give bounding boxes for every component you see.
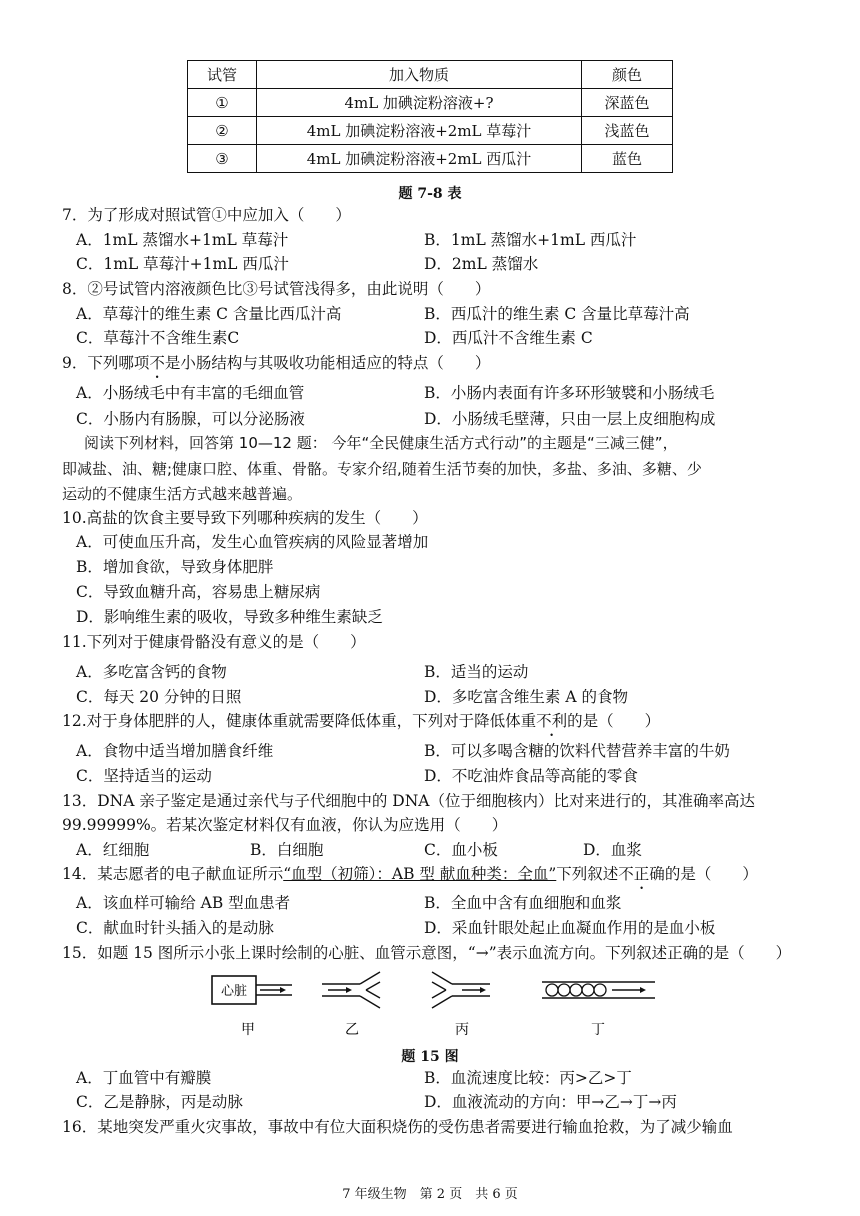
arrow-head <box>346 987 352 993</box>
table-cell: 4mL 加碘淀粉溶液+2mL 西瓜汁 <box>257 145 582 173</box>
q8-option-d: D．西瓜汁不含维生素 C <box>424 329 593 347</box>
q11-option-b: B．适当的运动 <box>424 663 529 681</box>
q12-stem-emphasis: 不利 <box>536 712 568 730</box>
q8-option-c: C．草莓汁不含维生素C <box>76 329 240 347</box>
q14-stem-mid: 下列叙述 <box>556 865 619 883</box>
table-cell: 浅蓝色 <box>582 117 673 145</box>
label-ding: 丁 <box>591 1022 605 1038</box>
page-footer: 7 年级生物 第 2 页 共 6 页 <box>342 1187 518 1202</box>
table-cell: 蓝色 <box>582 145 673 173</box>
q9-option-c: C．小肠内有肠腺，可以分泌肠液 <box>76 410 305 428</box>
question-13-stem-line-1: 13．DNA 亲子鉴定是通过亲代与子代细胞中的 DNA（位于细胞核内）比对来进行的，其准确率高达 <box>62 792 755 810</box>
q15-option-b: B．血流速度比较：丙>乙>丁 <box>424 1069 632 1087</box>
table-row <box>188 89 673 117</box>
q12-stem-post: 的是（ ） <box>567 712 661 730</box>
question-14-stem <box>62 862 758 884</box>
question-16-stem: 16．某地突发严重火灾事故，事故中有位大面积烧伤的受伤患者需要进行输血抢救，为了减少输血 <box>62 1118 733 1136</box>
diagram-bing <box>432 972 490 1038</box>
q12-option-d: D．不吃油炸食品等高能的零食 <box>424 767 638 785</box>
blood-cell <box>582 984 594 996</box>
table-cell: ② <box>188 117 257 145</box>
blood-cell <box>570 984 582 996</box>
vessel-wall <box>432 982 446 990</box>
q14-stem-underlined: “血型（初筛）：AB 型 献血种类：全血” <box>283 865 557 883</box>
diagram-yi <box>322 972 380 1038</box>
q13-option-a: A．红细胞 <box>76 841 150 859</box>
q8-option-a: A．草莓汁的维生素 C 含量比西瓜汁高 <box>76 305 342 323</box>
q7-option-d: D．2mL 蒸馏水 <box>424 255 539 273</box>
question-7-stem: 7．为了形成对照试管①中应加入（ ） <box>62 206 351 224</box>
q9-stem-emphasis: 不 <box>149 354 165 372</box>
q14-option-d: D．采血针眼处起止血凝血作用的是血小板 <box>424 919 716 937</box>
heart-vessel-diagram <box>200 970 660 1040</box>
q8-option-b: B．西瓜汁的维生素 C 含量比草莓汁高 <box>424 305 690 323</box>
reading-passage-line-1: 阅读下列材料，回答第 10—12 题： 今年“全民健康生活方式行动”的主题是“三减三健”， <box>84 434 678 452</box>
q10-option-d: D．影响维生素的吸收，导致多种维生素缺乏 <box>76 608 383 626</box>
label-jia: 甲 <box>241 1022 255 1038</box>
blood-cell <box>546 984 558 996</box>
diagram-jia <box>212 976 292 1038</box>
table-cell: 4mL 加碘淀粉溶液+2mL 草莓汁 <box>257 117 582 145</box>
question-11-stem: 11.下列对于健康骨骼没有意义的是（ ） <box>62 633 366 651</box>
question-10-stem: 10.高盐的饮食主要导致下列哪种疾病的发生（ ） <box>62 509 428 527</box>
vessel-wall <box>366 982 380 990</box>
table-cell: 深蓝色 <box>582 89 673 117</box>
vessel-wall <box>360 972 380 984</box>
q11-option-a: A．多吃富含钙的食物 <box>76 663 227 681</box>
table-cell: 4mL 加碘淀粉溶液+? <box>257 89 582 117</box>
q15-option-d: D．血液流动的方向：甲→乙→丁→丙 <box>424 1093 677 1111</box>
q15-option-c: C．乙是静脉，丙是动脉 <box>76 1093 243 1111</box>
label-bing: 丙 <box>455 1022 469 1038</box>
q14-stem-pre: 14．某志愿者的电子献血证所示 <box>62 865 284 883</box>
q11-option-d: D．多吃富含维生素 A 的食物 <box>424 688 628 706</box>
q9-option-b: B．小肠内表面有许多环形皱襞和小肠绒毛 <box>424 384 715 402</box>
q9-stem-post: 是小肠结构与其吸收功能相适应的特点（ ） <box>164 354 491 372</box>
q10-option-b: B．增加食欲，导致身体肥胖 <box>76 558 274 576</box>
blood-cell <box>594 984 606 996</box>
q7-option-c: C．1mL 草莓汁+1mL 西瓜汁 <box>76 255 289 273</box>
table-header: 颜色 <box>582 61 673 89</box>
q14-option-c: C．献血时针头插入的是动脉 <box>76 919 274 937</box>
table-row <box>188 117 673 145</box>
q14-stem-post: 的是（ ） <box>664 865 758 883</box>
table-row <box>188 145 673 173</box>
table-header: 试管 <box>188 61 257 89</box>
q7-option-a: A．1mL 蒸馏水+1mL 草莓汁 <box>76 231 289 249</box>
table-cell: ① <box>188 89 257 117</box>
q15-option-a: A．丁血管中有瓣膜 <box>76 1069 212 1087</box>
arrow-head <box>280 987 286 993</box>
q10-option-a: A．可使血压升高，发生心血管疾病的风险显著增加 <box>76 533 429 551</box>
figure-15-caption: 题 15 图 <box>401 1049 459 1065</box>
question-15-stem: 15．如题 15 图所示小张上课时绘制的心脏、血管示意图，“→”表示血流方向。下列叙述正确的是（ ） <box>62 944 792 962</box>
q13-option-c: C．血小板 <box>424 841 498 859</box>
table-header-row <box>188 61 673 89</box>
q12-option-b: B．可以多喝含糖的饮料代替营养丰富的牛奶 <box>424 742 730 760</box>
question-12-stem <box>62 709 660 731</box>
q12-option-a: A．食物中适当增加膳食纤维 <box>76 742 274 760</box>
reading-passage-line-2: 即减盐、油、糖;健康口腔、体重、骨骼。专家介绍,随着生活节奏的加快，多盐、多油、多糖、少 <box>62 460 702 478</box>
label-yi: 乙 <box>345 1022 359 1038</box>
q14-option-a: A．该血样可输给 AB 型血患者 <box>76 894 291 912</box>
vessel-wall <box>366 990 380 998</box>
question-9-stem <box>62 351 490 373</box>
question-13-stem-line-2: 99.99999%。若某次鉴定材料仅有血液，你认为应选用（ ） <box>62 816 508 834</box>
q7-option-b: B．1mL 蒸馏水+1mL 西瓜汁 <box>424 231 637 249</box>
diagram-ding <box>542 982 655 1038</box>
reading-passage-line-3: 运动的不健康生活方式越来越普遍。 <box>62 485 303 503</box>
q12-stem-pre: 12.对于身体肥胖的人，健康体重就需要降低体重，下列对于降低体重 <box>62 712 537 730</box>
blood-cell <box>558 984 570 996</box>
q14-option-b: B．全血中含有血细胞和血浆 <box>424 894 622 912</box>
vessel-wall <box>432 996 452 1008</box>
q12-option-c: C．坚持适当的运动 <box>76 767 212 785</box>
experiment-table <box>187 60 673 173</box>
q14-stem-emphasis: 不正确 <box>618 865 665 883</box>
table-cell: ③ <box>188 145 257 173</box>
q9-option-a: A．小肠绒毛中有丰富的毛细血管 <box>76 384 305 402</box>
table-header: 加入物质 <box>257 61 582 89</box>
arrow-head <box>480 987 486 993</box>
q10-option-c: C．导致血糖升高，容易患上糖尿病 <box>76 583 321 601</box>
q11-option-c: C．每天 20 分钟的日照 <box>76 688 242 706</box>
table-caption: 题 7-8 表 <box>398 186 462 202</box>
vessel-wall <box>432 990 446 998</box>
q9-option-d: D．小肠绒毛壁薄，只由一层上皮细胞构成 <box>424 410 716 428</box>
question-8-stem: 8．②号试管内溶液颜色比③号试管浅得多，由此说明（ ） <box>62 280 491 298</box>
vessel-wall <box>360 996 380 1008</box>
heart-label: 心脏 <box>220 984 248 999</box>
q13-option-b: B．白细胞 <box>250 841 324 859</box>
vessel-wall <box>432 972 452 984</box>
arrow-head <box>640 987 646 993</box>
q13-option-d: D．血浆 <box>583 841 642 859</box>
q9-stem-pre: 9．下列哪项 <box>62 354 150 372</box>
